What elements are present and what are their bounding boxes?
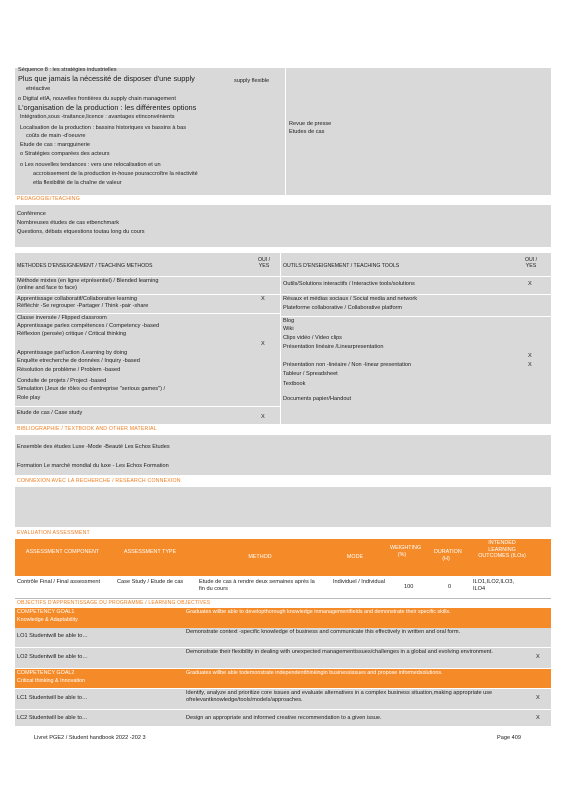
header-weighting: WEIGHTING (%) bbox=[390, 545, 422, 558]
lo2-desc: Demonstrate their flexibility in dealing with unexpected managementissues/challenges in a global and evolving environment. bbox=[186, 649, 493, 655]
pedagogie-line2: Nombreuses études de cas etbenchmark bbox=[17, 220, 119, 226]
methods-right-oui: OUI / YES bbox=[524, 257, 538, 270]
sequence-divider bbox=[285, 68, 286, 195]
sequence-line11: accroissement de la production in-house pouraccroître la réactivité bbox=[33, 171, 198, 177]
sequence-line8: Etude de cas : marqguinerie bbox=[20, 142, 90, 148]
tool-row-linear: Présentation linéaire /Linearpresentation bbox=[283, 344, 384, 350]
method-row-blended: Méthode mixtes (en ligne etprésentiel) / Blended learning bbox=[17, 278, 159, 284]
lc1-mark: X bbox=[536, 695, 540, 701]
sequence-line5: Intégration,sous -traitance,licence : avantages etinconvénients bbox=[20, 114, 175, 120]
method-row-collaborative: Apprentissage collaboratif/Collaborative learning bbox=[17, 296, 138, 302]
assessment-duration: 0 bbox=[448, 584, 452, 590]
assessment-weighting: 100 bbox=[404, 584, 414, 590]
tool-row-textbook: Textbook bbox=[283, 381, 306, 387]
assessment-component: Contrôle Final / Final assessment bbox=[17, 579, 101, 585]
tool-row-sep bbox=[281, 294, 551, 295]
assessment-method: Etude de cas à rendre deux semaines après la fin du cours bbox=[199, 579, 315, 593]
method-row-critical: Réflexion (pensée) critique / Critical thinking bbox=[17, 331, 127, 337]
bibliographie-line1: Ensemble des études Luxe -Mode -Beauté Les Echos Etudes bbox=[17, 444, 170, 450]
lo1-desc: Demonstrate context -specific knowledge of business and communicate this effectively in written and oral form. bbox=[186, 629, 461, 635]
method-row-inquiry: Enquête etrecherche de données / Inquiry -based bbox=[17, 358, 140, 364]
lo1-label: LO1 Studentwill be able to… bbox=[17, 633, 88, 639]
method-row-flipped: Classe inversée / Flipped classroom bbox=[17, 315, 107, 321]
method-row-sep bbox=[15, 294, 280, 295]
sequence-line12: etla flexibilité de la chaîne de valeur bbox=[33, 180, 122, 186]
lc1-label: LC1 Studentwill be able to… bbox=[17, 695, 88, 701]
pedagogie-line1: Conférence bbox=[17, 211, 46, 217]
methods-divider bbox=[280, 253, 281, 424]
goal2-desc: Graduates willbe able todemonstrate independentthinkingin businessissues and propose informedsolutions. bbox=[186, 670, 443, 676]
sequence-line7: coûts de main -d'oeuvre bbox=[26, 133, 86, 139]
tool-row-social: Résaux et médias sociaux / Social media and network bbox=[283, 296, 418, 302]
evaluation-heading: EVALUATION ASSESSMENT bbox=[17, 530, 90, 536]
goal2-label: COMPETENCY GOAL2 bbox=[17, 670, 75, 676]
header-ilos: INTENDED LEARNING OUTCOMES (ILOs) bbox=[478, 540, 526, 560]
sequence-overlap: supply flexible bbox=[234, 78, 270, 84]
method-row-sep bbox=[15, 406, 280, 407]
lc1-desc: Identify, analyze and prioritize core issues and evaluate alternatives in a complex business situation,making appropriate use ofrelevantknowledge/tools/models/approaches. bbox=[186, 690, 493, 703]
goal2-sub: Critical thinking & Innovation bbox=[17, 678, 86, 684]
sequence-line2: etréactive bbox=[26, 86, 51, 92]
method-row-by-doing: Apprentissage parl'action /Learning by doing bbox=[17, 350, 128, 356]
footer-left: Livret PGE2 / Student handbook 2022 -202 3 bbox=[34, 735, 146, 741]
tool-row-spreadsheet: Tableur / Spreadsheet bbox=[283, 371, 338, 377]
methods-right-header: OUTILS D'ENSEIGNEMENT / TEACHING TOOLS bbox=[283, 263, 400, 269]
lc2-desc: Design an appropriate and informed creative recommendation to a given issue. bbox=[186, 715, 382, 721]
methods-left-oui: OUI / YES bbox=[257, 257, 271, 270]
sequence-line6: Localisation de la production : bassins historiques vs bassins à bas bbox=[20, 125, 187, 131]
method-mark-critical: X bbox=[261, 341, 265, 347]
sequence-line9: o Stratégies comparées des acteurs bbox=[20, 151, 110, 157]
sequence-line4: L'organisation de la production : les différentes options bbox=[18, 103, 197, 112]
method-mark-case-study: X bbox=[261, 414, 265, 420]
tool-row-sep bbox=[281, 316, 551, 317]
tool-row-interactive: Outils/Solutions interactifs / Interactive tools/solutions bbox=[283, 281, 415, 287]
tool-row-blog: Blog bbox=[283, 318, 295, 324]
sequence-line1: Plus que jamais la nécessité de disposer d'une supply bbox=[18, 74, 195, 83]
header-duration: DURATION (H) bbox=[434, 549, 462, 562]
bibliographie-line2: Formation Le marché mondial du luxe - Les Echos Formation bbox=[17, 463, 169, 469]
tool-mark-nonlinear: X bbox=[528, 362, 532, 368]
assessment-ilos: ILO1,ILO2,ILO3, ILO4 bbox=[473, 579, 515, 593]
method-row-competency: Apprentissage parles compétences / Competency -based bbox=[17, 323, 160, 329]
tool-row-handout: Documents papier/Handout bbox=[283, 396, 352, 402]
header-mode: MODE bbox=[346, 554, 364, 560]
tool-row-video: Clips vidéo / Video clips bbox=[283, 335, 342, 341]
header-method: METHOD bbox=[248, 554, 272, 560]
goal1-label: COMPETENCY GOAL1 bbox=[17, 609, 75, 615]
pedagogie-line3: Questions, débats etquestions toutau long du cours bbox=[17, 229, 145, 235]
method-row-case-study: Etude de cas / Case study bbox=[17, 410, 83, 416]
method-row-problem: Résolution de problème / Problem -based bbox=[17, 367, 121, 373]
tool-row-platform: Plateforme collaborative / Collaborative platform bbox=[283, 305, 403, 311]
lo2-label: LO2 Studentwill be able to… bbox=[17, 654, 88, 660]
method-row-simulation: Simulation (Jeux de rôles ou d'entreprise "serious games") / bbox=[17, 386, 166, 392]
methods-left-header: METHODES D'ENSEIGNEMENT / TEACHING METHODS bbox=[17, 263, 153, 269]
method-row-sep bbox=[15, 313, 280, 314]
tool-mark-linear: X bbox=[528, 353, 532, 359]
bibliographie-heading: BIBLIOGRAPHIE / TEXTBOOK AND OTHER MATERIAL bbox=[17, 426, 157, 432]
lc2-label: LC2 Studentwill be able to… bbox=[17, 715, 88, 721]
methods-header-line bbox=[15, 276, 551, 277]
tool-row-wiki: Wiki bbox=[283, 326, 294, 332]
assessment-type: Case Study / Etude de cas bbox=[117, 579, 184, 585]
lc2-mark: X bbox=[536, 715, 540, 721]
lo2-mark: X bbox=[536, 654, 540, 660]
connexion-box bbox=[15, 487, 551, 527]
header-assessment-type: ASSESSMENT TYPE bbox=[123, 549, 177, 555]
sequence-line3: o Digital etIA, nouvelles frontières du supply chain management bbox=[18, 96, 176, 102]
sequence-line10: o Les nouvelles tendances : vers une relocalisation et un bbox=[20, 162, 161, 168]
resource-cases: Etudes de cas bbox=[289, 129, 325, 135]
header-assessment-component: ASSESSMENT COMPONENT bbox=[25, 549, 100, 555]
tool-row-nonlinear: Présentation non -linéaire / Non -linear presentation bbox=[283, 362, 412, 368]
tool-mark-interactive: X bbox=[528, 281, 532, 287]
sequence-title: Séquence 8 : les stratégies industrielles bbox=[18, 67, 117, 73]
method-row-blended-2: (online and face to face) bbox=[17, 285, 78, 291]
pedagogie-heading: PEDAGOGIE/TEACHING bbox=[17, 196, 80, 202]
connexion-heading: CONNEXION AVEC LA RECHERCHE / RESEARCH CONNEXION bbox=[17, 478, 181, 484]
assessment-mode: Individuel / Individual bbox=[333, 579, 385, 585]
method-row-project: Conduite de projets / Project -based bbox=[17, 378, 107, 384]
method-row-think-pair-share: Réfléchir -Se regrouper -Partager / Think -pair -share bbox=[17, 303, 149, 309]
resource-press: Revue de presse bbox=[289, 121, 332, 127]
method-mark-collaborative: X bbox=[261, 296, 265, 302]
method-row-role-play: Role play bbox=[17, 395, 41, 401]
goal1-desc: Graduates willbe able to developthorough knowledge inmanagementfields and demonstrate their specific skills. bbox=[186, 609, 451, 615]
objectives-heading: OBJECTIFS D'APPRENTISSAGE DU PROGRAMME / LEARNING OBJECTIVES bbox=[17, 600, 211, 606]
goal1-sub: Knowledge & Adaptability bbox=[17, 617, 78, 623]
footer-page: Page 409 bbox=[497, 735, 521, 741]
